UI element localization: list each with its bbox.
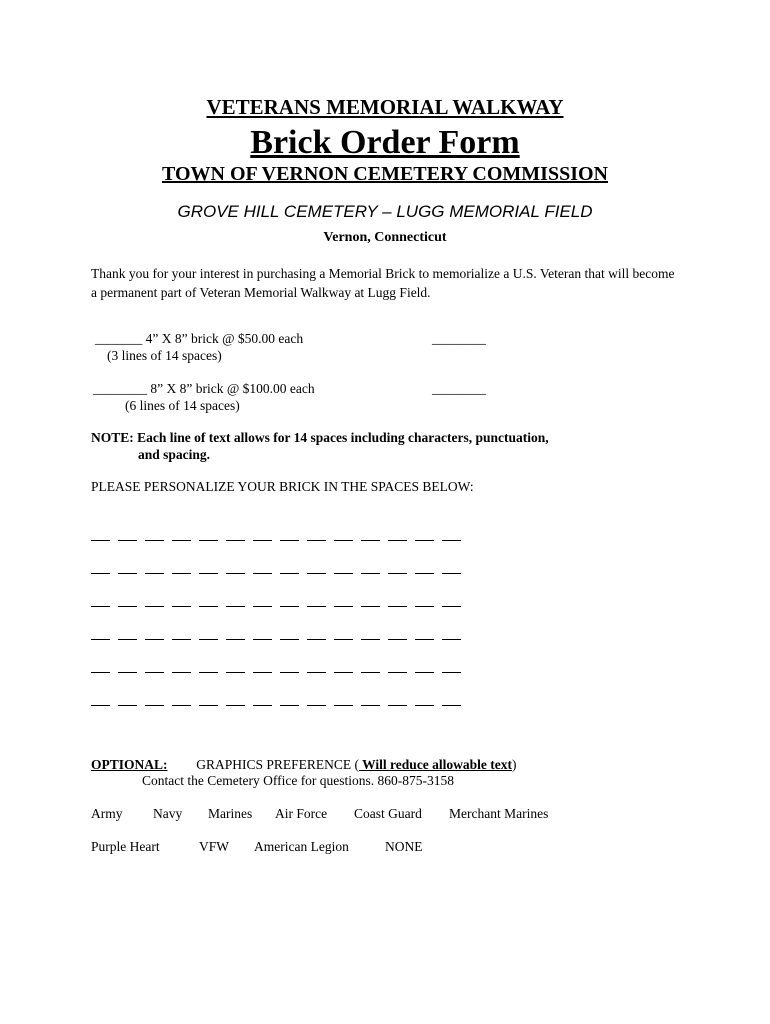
brick-text-line-1[interactable] [91,528,469,541]
graphic-option-army[interactable]: Army [91,806,123,821]
optional-label: OPTIONAL: [91,757,168,772]
note-line-2: and spacing. [138,447,211,462]
graphic-option-marines[interactable]: Marines [208,806,253,821]
order-item-4x8[interactable]: _______ 4” X 8” brick @ $50.00 each [95,331,304,346]
brick-text-line-6[interactable] [91,693,469,706]
order-item-8x8[interactable]: ________ 8” X 8” brick @ $100.00 each [93,381,315,396]
graphic-option-purple-heart[interactable]: Purple Heart [91,839,160,854]
header-line: VETERANS MEMORIAL WALKWAY [206,95,564,119]
order-item-4x8-total[interactable]: ________ [432,331,486,346]
location-name: GROVE HILL CEMETERY – LUGG MEMORIAL FIELD [177,202,593,221]
brick-text-line-5[interactable] [91,660,469,673]
note-line-1: NOTE: Each line of text allows for 14 spaces including characters, punctuation, [91,430,549,445]
graphic-option-american-legion[interactable]: American Legion [254,839,349,854]
brick-text-line-2[interactable] [91,561,469,574]
graphic-option-air-force[interactable]: Air Force [275,806,328,821]
graphic-option-navy[interactable]: Navy [153,806,183,821]
commission-name: TOWN OF VERNON CEMETERY COMMISSION [161,163,608,185]
order-item-4x8-note: (3 lines of 14 spaces) [107,348,222,363]
order-item-8x8-note: (6 lines of 14 spaces) [125,398,240,413]
graphics-preference-label: GRAPHICS PREFERENCE ( [196,757,360,772]
graphic-option-coast-guard[interactable]: Coast Guard [354,806,422,821]
contact-info: Contact the Cemetery Office for questions. 860-875-3158 [142,773,455,788]
personalize-instruction: PLEASE PERSONALIZE YOUR BRICK IN THE SPACES BELOW: [91,479,474,494]
graphic-option-vfw[interactable]: VFW [199,839,229,854]
note-block [91,429,549,463]
graphic-option-none[interactable]: NONE [385,839,423,854]
order-item-8x8-total[interactable]: ________ [432,381,486,396]
optional-row [91,757,517,773]
brick-text-line-3[interactable] [91,594,469,607]
intro-paragraph: Thank you for your interest in purchasing a Memorial Brick to memorialize a U.S. Veteran that will become a permanent part of Veteran Memorial Walkway at Lugg Field. [91,266,675,300]
graphic-option-merchant-marines[interactable]: Merchant Marines [449,806,549,821]
city-name: Vernon, Connecticut [323,230,447,245]
brick-text-line-4[interactable] [91,627,469,640]
reduce-text-warning: Will reduce allowable text [359,757,513,772]
form-title: Brick Order Form [250,124,520,161]
paren-close: ) [512,757,517,772]
